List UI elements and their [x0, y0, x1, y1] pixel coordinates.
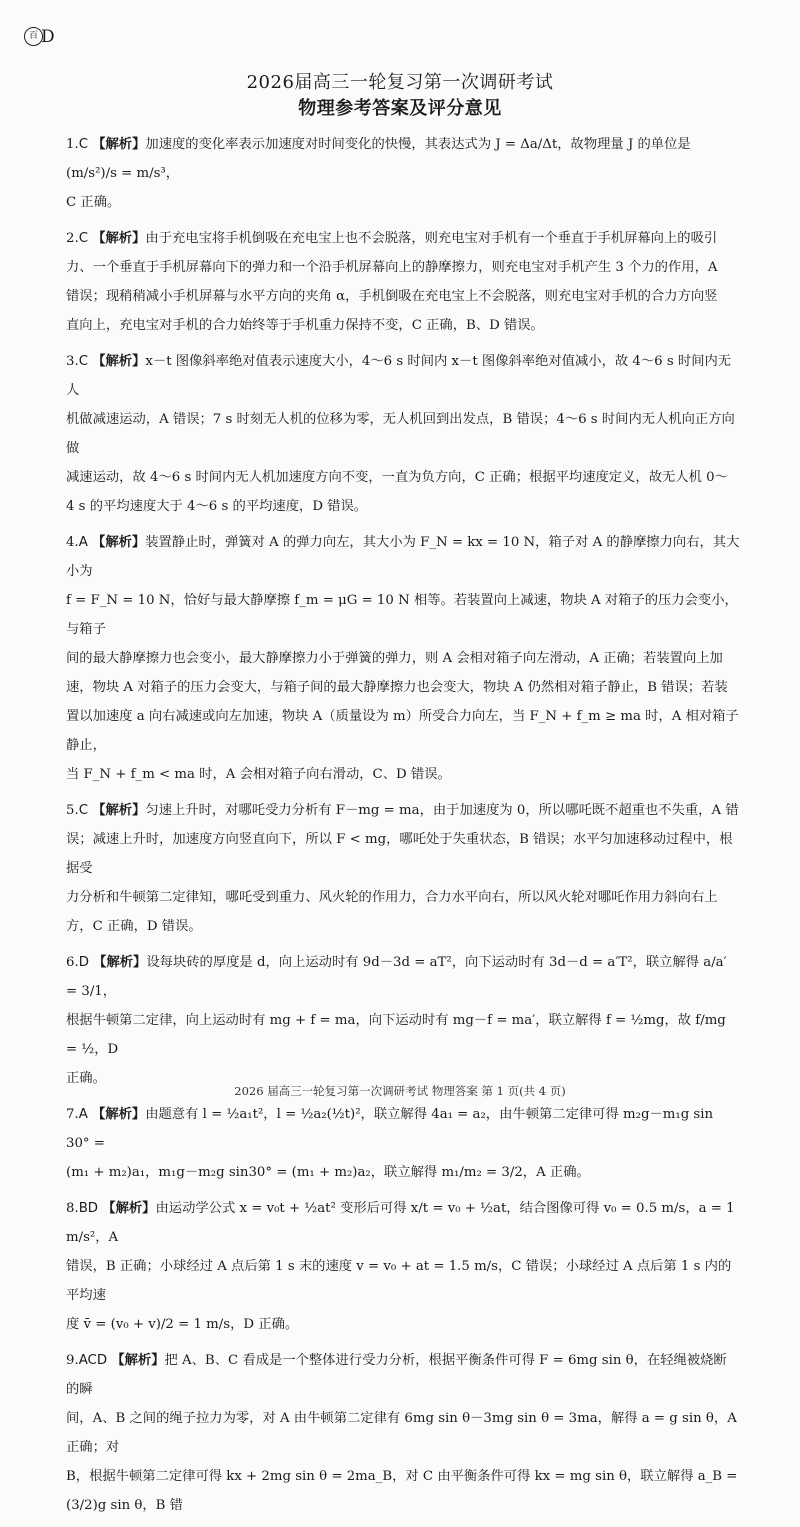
answer-text: x－t 图像斜率绝对值表示速度大小，4～6 s 时间内 x－t 图像斜率绝对值减小，故 4～6 s 时间内无人: [66, 354, 732, 398]
question-number: 2.: [66, 231, 79, 246]
answer-item: [66, 1346, 740, 1520]
answer-text: C 正确。: [66, 195, 121, 210]
answer-text: 减速运动，故 4～6 s 时间内无人机加速度方向不变，一直为负方向，C 正确；根据平均速度定义，故无人机 0～: [66, 470, 728, 485]
answer-item: [66, 347, 740, 521]
answer-choice: A: [78, 1107, 88, 1122]
analysis-tag: 【解析】: [92, 137, 146, 152]
answer-line: [66, 253, 740, 282]
answer-choice: BD: [78, 1201, 99, 1216]
answer-choice: C: [78, 354, 88, 369]
answer-item: [66, 528, 740, 789]
answer-text: 度 v̄ = (v₀ + v)/2 = 1 m/s，D 正确。: [66, 1317, 299, 1332]
answer-line: [66, 224, 740, 253]
answer-item: [66, 1194, 740, 1339]
answer-text: 力、一个垂直于手机屏幕向下的弹力和一个沿手机屏幕向上的静摩擦力，则充电宝对手机产生 3 个力的作用，A: [66, 260, 718, 275]
answer-text: 直向上，充电宝对手机的合力始终等于手机重力保持不变，C 正确，B、D 错误。: [66, 318, 544, 333]
answer-line: [66, 492, 740, 521]
answer-choice: C: [78, 803, 88, 818]
answer-line: [66, 528, 740, 586]
answer-text: 错误，B 正确；小球经过 A 点后第 1 s 末的速度 v = v₀ + at = 1.5 m/s，C 错误；小球经过 A 点后第 1 s 内的平均速: [66, 1259, 732, 1303]
answer-text: 把 A、B、C 看成是一个整体进行受力分析，根据平衡条件可得 F = 6mg sin θ，在轻绳被烧断的瞬: [66, 1353, 727, 1397]
analysis-tag: 【解析】: [92, 535, 146, 550]
answer-text: B，根据牛顿第二定律可得 kx + 2mg sin θ = 2ma_B，对 C 由平衡条件可得 kx = mg sin θ，联立解得 a_B = (3/2)g sin θ，B 错: [66, 1469, 738, 1513]
answer-text: 根据牛顿第二定律，向上运动时有 mg + f = ma，向下运动时有 mg－f = ma′，联立解得 f = ½mg，故 f/mg = ½，D: [66, 1013, 726, 1057]
answer-text: 错误；现稍稍减小手机屏幕与水平方向的夹角 α，手机倒吸在充电宝上不会脱落，则充电宝对手机的合力方向竖: [66, 289, 718, 304]
answer-line: [66, 1100, 740, 1158]
answer-line: [66, 1404, 740, 1462]
answer-choice: A: [78, 535, 88, 550]
answer-line: [66, 1252, 740, 1310]
answer-line: [66, 1194, 740, 1252]
answer-list: [66, 130, 740, 1527]
answer-line: [66, 311, 740, 340]
analysis-tag: 【解析】: [102, 1201, 156, 1216]
answer-choice: ACD: [78, 1353, 108, 1368]
answer-line: [66, 1462, 740, 1520]
answer-line: [66, 796, 740, 825]
answer-line: [66, 463, 740, 492]
answer-text: 间的最大静摩擦力也会变小，最大静摩擦力小于弹簧的弹力，则 A 会相对箱子向左滑动，A 正确；若装置向上加: [66, 651, 723, 666]
answer-line: [66, 760, 740, 789]
answer-line: [66, 1346, 740, 1404]
answer-text: 力分析和牛顿第二定律知，哪吒受到重力、风火轮的作用力，合力水平向右，所以风火轮对哪吒作用力斜向右上: [66, 890, 718, 905]
answer-item: [66, 224, 740, 340]
analysis-tag: 【解析】: [111, 1353, 165, 1368]
answer-line: [66, 912, 740, 941]
answer-text: 速，物块 A 对箱子的压力会变大，与箱子间的最大静摩擦力也会变大，物块 A 仍然相对箱子静止，B 错误；若装: [66, 680, 728, 695]
answer-text: 方，C 正确，D 错误。: [66, 919, 202, 934]
answer-text: 4 s 的平均速度大于 4～6 s 的平均速度，D 错误。: [66, 499, 368, 514]
answer-line: [66, 586, 740, 644]
answer-line: [66, 347, 740, 405]
answer-line: [66, 825, 740, 883]
answer-line: [66, 1006, 740, 1064]
logo-seal-icon: 百: [24, 27, 43, 46]
answer-line: [66, 948, 740, 1006]
answer-text: 正确。: [66, 1071, 106, 1086]
logo: [24, 26, 55, 47]
analysis-tag: 【解析】: [93, 955, 147, 970]
page-footer: 2026 届高三一轮复习第一次调研考试 物理答案 第 1 页(共 4 页): [234, 1084, 566, 1098]
question-number: 6.: [66, 955, 79, 970]
answer-line: [66, 1158, 740, 1187]
answer-text: 当 F_N + f_m < ma 时，A 会相对箱子向右滑动，C、D 错误。: [66, 767, 451, 782]
logo-letter: D: [41, 26, 55, 47]
answer-line: [66, 1310, 740, 1339]
question-number: 1.: [66, 137, 79, 152]
answer-line: [66, 702, 740, 760]
answer-line: [66, 673, 740, 702]
answer-item: [66, 130, 740, 217]
answer-text: 置以加速度 a 向右减速或向左加速，物块 A（质量设为 m）所受合力向左，当 F_N + f_m ≥ ma 时，A 相对箱子静止，: [66, 709, 739, 753]
answer-item: [66, 948, 740, 1093]
answer-choice: C: [78, 137, 88, 152]
answer-text: 误；减速上升时，加速度方向竖直向下，所以 F < mg，哪吒处于失重状态，B 错误；水平匀加速移动过程中，根据受: [66, 832, 733, 876]
answer-text: (m₁ + m₂)a₁，m₁g－m₂g sin30° = (m₁ + m₂)a₂，联立解得 m₁/m₂ = 3/2，A 正确。: [66, 1165, 590, 1180]
answer-line: [66, 644, 740, 673]
answer-text: 加速度的变化率表示加速度对时间变化的快慢，其表达式为 J = Δa/Δt，故物理量 J 的单位是 (m/s²)/s = m/s³，: [66, 137, 691, 181]
answer-text: 装置静止时，弹簧对 A 的弹力向左，其大小为 F_N = kx = 10 N，箱子对 A 的静摩擦力向右，其大小为: [66, 535, 740, 579]
answer-text: 由题意有 l = ½a₁t²，l = ½a₂(½t)²，联立解得 4a₁ = a₂，由牛顿第二定律可得 m₂g－m₁g sin 30° =: [66, 1107, 714, 1151]
answer-line: [66, 188, 740, 217]
page-subtitle: 物理参考答案及评分意见: [298, 98, 502, 119]
question-number: 4.: [66, 535, 79, 550]
question-number: 9.: [66, 1353, 79, 1368]
question-number: 8.: [66, 1201, 79, 1216]
analysis-tag: 【解析】: [92, 231, 146, 246]
answer-text: 间，A、B 之间的绳子拉力为零，对 A 由牛顿第二定律有 6mg sin θ－3mg sin θ = 3ma，解得 a = g sin θ，A 正确；对: [66, 1411, 737, 1455]
answer-line: [66, 883, 740, 912]
analysis-tag: 【解析】: [92, 354, 146, 369]
question-number: 5.: [66, 803, 79, 818]
analysis-tag: 【解析】: [92, 803, 146, 818]
answer-choice: D: [78, 955, 89, 970]
answer-item: [66, 1100, 740, 1187]
answer-choice: C: [78, 231, 88, 246]
answer-item: [66, 796, 740, 941]
answer-line: [66, 405, 740, 463]
answer-text: 由运动学公式 x = v₀t + ½at² 变形后可得 x/t = v₀ + ½at，结合图像可得 v₀ = 0.5 m/s，a = 1 m/s²，A: [66, 1201, 735, 1245]
answer-text: 由于充电宝将手机倒吸在充电宝上也不会脱落，则充电宝对手机有一个垂直于手机屏幕向上的吸引: [145, 231, 718, 246]
answer-text: f = F_N = 10 N，恰好与最大静摩擦 f_m = μG = 10 N 相等。若装置向上减速，物块 A 对箱子的压力会变小，与箱子: [66, 593, 738, 637]
answer-line: [66, 130, 740, 188]
question-number: 3.: [66, 354, 79, 369]
question-number: 7.: [66, 1107, 79, 1122]
page-title: 2026届高三一轮复习第一次调研考试: [246, 72, 554, 93]
analysis-tag: 【解析】: [92, 1107, 146, 1122]
answer-text: 设每块砖的厚度是 d，向上运动时有 9d－3d = aT²，向下运动时有 3d－d = a′T²，联立解得 a/a′ = 3/1，: [66, 955, 727, 999]
answer-text: 匀速上升时，对哪吒受力分析有 F－mg = ma，由于加速度为 0，所以哪吒既不超重也不失重，A 错: [145, 803, 739, 818]
answer-text: 机做减速运动，A 错误；7 s 时刻无人机的位移为零，无人机回到出发点，B 错误；4～6 s 时间内无人机向正方向做: [66, 412, 735, 456]
answer-line: [66, 282, 740, 311]
